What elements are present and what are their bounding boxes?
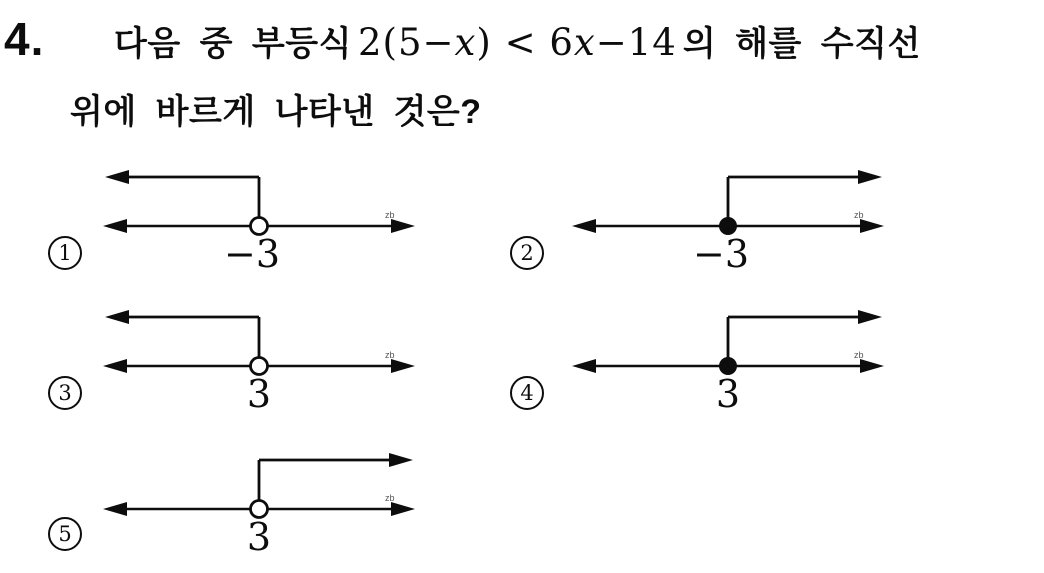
question-line-1: [4, 12, 921, 66]
question-text-before-math: 다음 중 부등식: [114, 25, 352, 63]
boundary-value-label: 3: [715, 372, 741, 416]
number-line-diagram-3: [99, 308, 419, 416]
inequality-formula: 2(5−x) < 6x−14: [357, 21, 677, 64]
choice-2-badge[interactable]: 2: [510, 236, 544, 270]
choice-5-badge[interactable]: 5: [48, 517, 82, 551]
boundary-value-label: 3: [246, 515, 272, 559]
zb-watermark: zb: [385, 350, 395, 360]
zb-watermark: zb: [385, 493, 395, 503]
number-line-diagram-1: [99, 168, 419, 276]
number-line-diagram-5: [99, 451, 419, 559]
boundary-value-label: −3: [692, 232, 750, 276]
zb-watermark: zb: [854, 350, 864, 360]
zb-watermark: zb: [385, 210, 395, 220]
number-line-diagram-2: [568, 168, 888, 276]
choice-4-badge[interactable]: 4: [510, 376, 544, 410]
question-number: 4.: [4, 13, 45, 65]
zb-watermark: zb: [854, 210, 864, 220]
number-line-diagram-4: [568, 308, 888, 416]
boundary-value-label: −3: [223, 232, 281, 276]
choice-1-badge[interactable]: 1: [48, 236, 82, 270]
choice-3-badge[interactable]: 3: [48, 376, 82, 410]
boundary-value-label: 3: [246, 372, 272, 416]
question-text-after-math: 의 해를 수직선: [682, 25, 921, 63]
question-line-2: 위에 바르게 나타낸 것은?: [70, 93, 482, 131]
